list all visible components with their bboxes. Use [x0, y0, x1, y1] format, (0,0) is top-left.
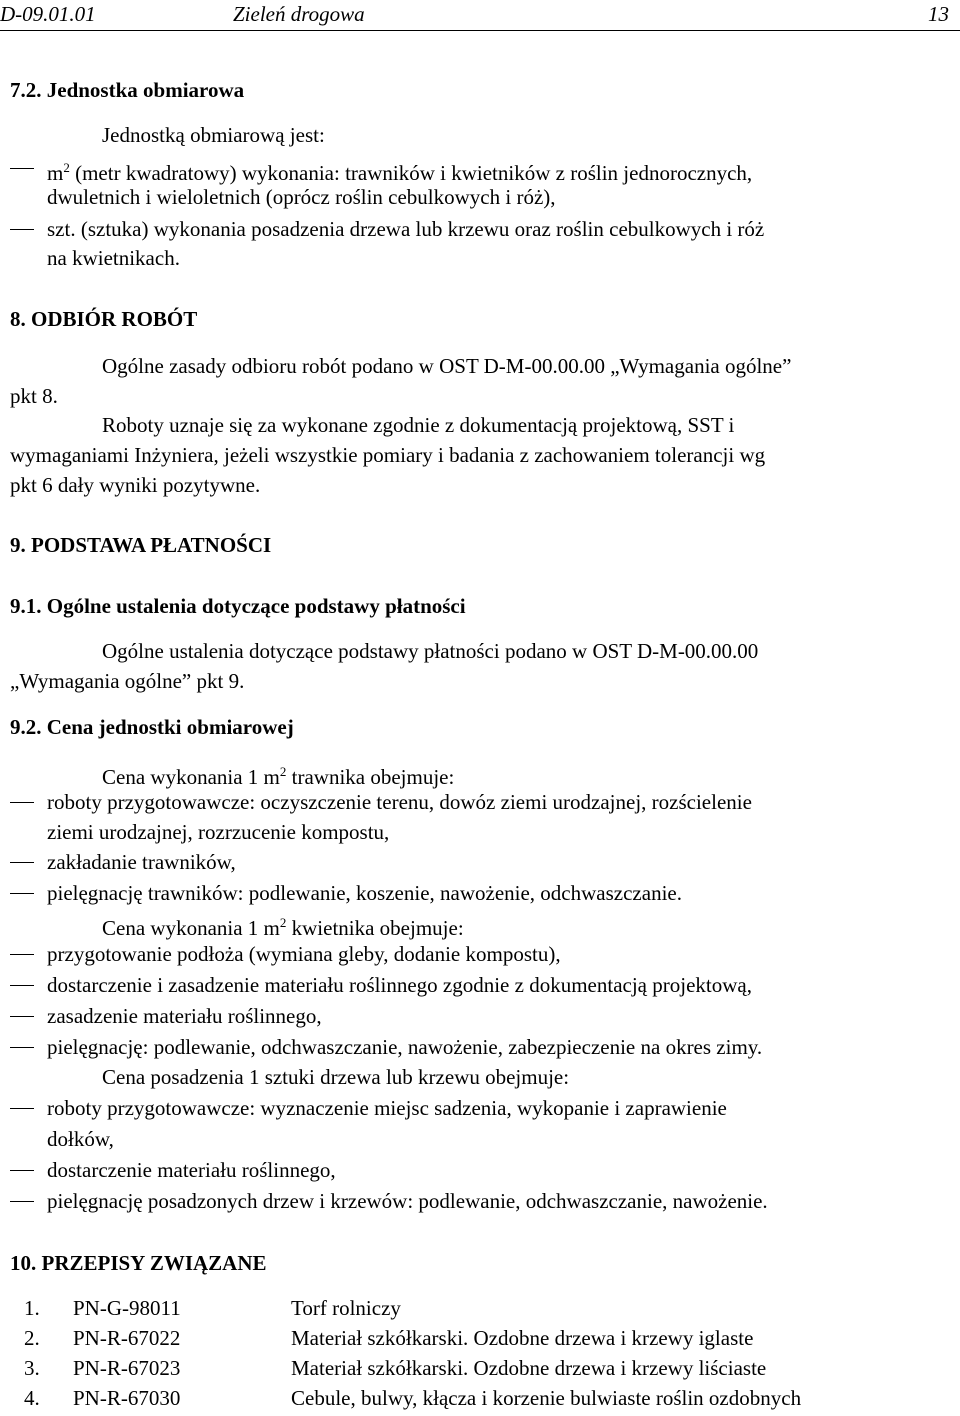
- list-item: pielęgnację trawników: podlewanie, koszenie, nawożenie, odchwaszczanie.: [47, 881, 682, 905]
- list-item: dostarczenie materiału roślinnego,: [47, 1158, 336, 1182]
- dash-bullet: [10, 1016, 34, 1017]
- dash-bullet: [10, 985, 34, 986]
- paragraph: Ogólne zasady odbioru robót podano w OST D-M-00.00.00 „Wymagania ogólne”: [102, 354, 792, 378]
- list-item: zakładanie trawników,: [47, 850, 236, 874]
- row-number: 1.: [24, 1296, 40, 1320]
- price-lawn-intro: Cena wykonania 1 $m^2$ trawnika obejmuje:: [102, 764, 455, 789]
- list-item: roboty przygotowawcze: oczyszczenie terenu, dowóz ziemi urodzajnej, rozścielenie: [47, 790, 752, 814]
- standard-code: PN-G-98011: [73, 1296, 181, 1320]
- page-number: 13: [928, 2, 949, 26]
- standard-code: PN-R-67023: [73, 1356, 181, 1380]
- page-header: [0, 0, 960, 31]
- row-number: 4.: [24, 1386, 40, 1410]
- price-flowerbed-intro: Cena wykonania 1 $m^2$ kwietnika obejmuje:: [102, 915, 464, 940]
- paragraph: Ogólne ustalenia dotyczące podstawy płatności podano w OST D-M-00.00.00: [102, 639, 759, 663]
- paragraph-cont: pkt 6 dały wyniki pozytywne.: [10, 473, 261, 497]
- list-item-cont: ziemi urodzajnej, rozrzucenie kompostu,: [47, 820, 390, 844]
- standard-title: Materiał szkółkarski. Ozdobne drzewa i krzewy iglaste: [291, 1326, 754, 1350]
- list-item: zasadzenie materiału roślinnego,: [47, 1004, 322, 1028]
- standard-code: PN-R-67030: [73, 1386, 181, 1410]
- dash-bullet: [10, 1108, 34, 1109]
- dash-bullet: [10, 229, 34, 230]
- paragraph-cont: „Wymagania ogólne” pkt 9.: [10, 669, 245, 693]
- doc-code: D-09.01.01: [0, 2, 96, 26]
- list-item-cont: dwuletnich i wieloletnich (oprócz roślin cebulkowych i róż),: [47, 185, 556, 209]
- dash-bullet: [10, 893, 34, 894]
- intro-text: Jednostką obmiarową jest:: [102, 123, 325, 147]
- heading-9: 9. PODSTAWA PŁATNOŚCI: [10, 533, 272, 557]
- list-item: dostarczenie i zasadzenie materiału roślinnego zgodnie z dokumentacją projektową,: [47, 973, 752, 997]
- heading-9-2: 9.2. Cena jednostki obmiarowej: [10, 715, 294, 739]
- list-item-cont: dołków,: [47, 1127, 114, 1151]
- price-tree-intro: Cena posadzenia 1 sztuki drzewa lub krzewu obejmuje:: [102, 1065, 570, 1089]
- list-item: $m^2$ (metr kwadratowy) wykonania: trawników i kwietników z roślin jednorocznych,: [47, 160, 753, 185]
- heading-10: 10. PRZEPISY ZWIĄZANE: [10, 1251, 267, 1275]
- paragraph-cont: pkt 8.: [10, 384, 58, 408]
- paragraph: Roboty uznaje się za wykonane zgodnie z dokumentacją projektową, SST i: [102, 413, 735, 437]
- dash-bullet: [10, 1047, 34, 1048]
- list-item: przygotowanie podłoża (wymiana gleby, dodanie kompostu),: [47, 942, 561, 966]
- heading-8: 8. ODBIÓR ROBÓT: [10, 307, 198, 331]
- dash-bullet: [10, 168, 34, 169]
- paragraph-cont: wymaganiami Inżyniera, jeżeli wszystkie pomiary i badania z zachowaniem tolerancji wg: [10, 443, 766, 467]
- heading-9-1: 9.1. Ogólne ustalenia dotyczące podstawy płatności: [10, 594, 466, 618]
- dash-bullet: [10, 954, 34, 955]
- heading-7-2: 7.2. Jednostka obmiarowa: [10, 78, 245, 102]
- list-item: roboty przygotowawcze: wyznaczenie miejsc sadzenia, wykopanie i zaprawienie: [47, 1096, 727, 1120]
- dash-bullet: [10, 1201, 34, 1202]
- list-item-cont: na kwietnikach.: [47, 246, 180, 270]
- standard-title: Cebule, bulwy, kłącza i korzenie bulwiaste roślin ozdobnych: [291, 1386, 802, 1410]
- dash-bullet: [10, 862, 34, 863]
- list-item: szt. (sztuka) wykonania posadzenia drzewa lub krzewu oraz roślin cebulkowych i róż: [47, 217, 765, 241]
- standard-title: Materiał szkółkarski. Ozdobne drzewa i krzewy liściaste: [291, 1356, 767, 1380]
- standard-title: Torf rolniczy: [291, 1296, 401, 1320]
- row-number: 3.: [24, 1356, 40, 1380]
- dash-bullet: [10, 1170, 34, 1171]
- dash-bullet: [10, 802, 34, 803]
- doc-title: Zieleń drogowa: [233, 2, 365, 26]
- list-item: pielęgnację posadzonych drzew i krzewów: podlewanie, odchwaszczanie, nawożenie.: [47, 1189, 768, 1213]
- list-item: pielęgnację: podlewanie, odchwaszczanie, nawożenie, zabezpieczenie na okres zimy.: [47, 1035, 763, 1059]
- standard-code: PN-R-67022: [73, 1326, 181, 1350]
- row-number: 2.: [24, 1326, 40, 1350]
